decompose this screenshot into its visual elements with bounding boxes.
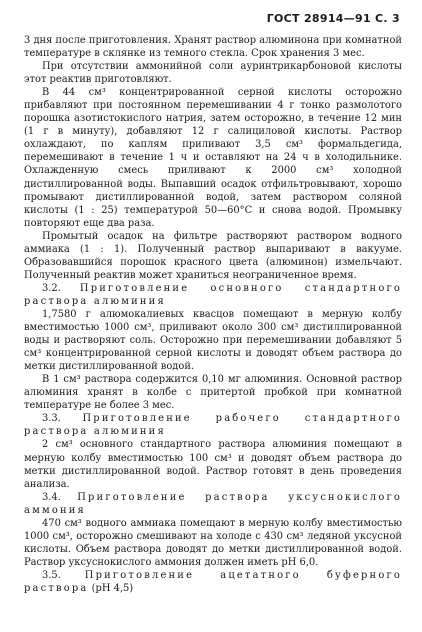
section-heading-3-2 bbox=[24, 282, 402, 308]
section-number: 3.3. bbox=[42, 413, 61, 425]
paragraph: 470 см³ водного аммиака помещают в мерную колбу вместимостью 1000 см³, осторожно смешивают на холоде с 430 см³ ледяной уксусной кислоты. Объем раствора доводят до метки дистиллированной водой. Раствор уксуснокислого аммония должен иметь рН 6,0. bbox=[24, 517, 402, 568]
section-title: Приготовление раствора уксуснокислого аммония bbox=[24, 491, 402, 516]
document-body bbox=[24, 34, 402, 595]
paragraph: В 44 см³ концентрированной серной кислоты осторожно прибавляют при постоянном перемешивании 4 г тонко размолотого порошка азотистокислого натрия, затем осторожно, в течение 12 мин (1 г в минуту), добавляют 12 г салициловой кислоты. Раствор охлаждают, по каплям приливают 3,5 см³ формальдегида, перемешивают в течение 1 ч и оставляют на 24 ч в холодильнике. Охлажденную смесь приливают к 2000 см³ холодной дистиллированной воды. Выпавший осадок отфильтровывают, хорошо промывают дистиллированной водой, затем раствором соляной кислоты (1 : 25) температурой 50—60°С и снова водой. Промывку повторяют еще два раза. bbox=[24, 87, 402, 229]
paragraph: 1,7580 г алюмокалиевых квасцов помещают в мерную колбу вместимостью 1000 см³, приливают около 300 см³ дистиллированной воды и растворяют соль. Осторожно при перемешивании добавляют 5 см³ концентрированной серной кислоты и доводят объем раствора до метки дистиллированной водой. bbox=[24, 308, 402, 373]
paragraph: 2 см³ основного стандартного раствора алюминия помещают в мерную колбу вместимостью 100 см³ и доводят объем раствора до метки дистиллированной водой. Раствор готовят в день проведения анализа. bbox=[24, 439, 402, 490]
section-number: 3.2. bbox=[42, 282, 61, 294]
paragraph: В 1 см³ раствора содержится 0,10 мг алюминия. Основной раствор алюминия хранят в колбе с притертой пробкой при комнатной температуре не более 3 мес. bbox=[24, 374, 402, 412]
paragraph: Промытый осадок на фильтре растворяют раствором водного аммиака (1 : 1). Полученный раствор выпаривают в вакууме. Образовавшийся порошок красного цвета (алюминон) измельчают. Полученный реактив может храниться неограниченное время. bbox=[24, 230, 402, 281]
section-number: 3.5. bbox=[42, 569, 61, 581]
paragraph: При отсутствии аммонийной соли ауринтрикарбоновой кислоты этот реактив приготовляют. bbox=[24, 61, 402, 86]
section-number: 3.4. bbox=[42, 491, 61, 503]
paragraph: 3 дня после приготовления. Хранят раствор алюминона при комнатной температуре в склянке из темного стекла. Срок хранения 3 мес. bbox=[24, 35, 402, 60]
section-heading-3-5 bbox=[24, 569, 402, 595]
section-heading-3-3 bbox=[24, 412, 402, 438]
section-heading-3-4 bbox=[24, 491, 402, 517]
section-title: Приготовление рабочего стандартного раствора алюминия bbox=[24, 413, 402, 438]
section-title-suffix: (рН 4,5) bbox=[91, 582, 134, 594]
section-title: Приготовление основного стандартного раствора алюминия bbox=[24, 282, 403, 307]
page-header: ГОСТ 28914—91 С. 3 bbox=[266, 12, 400, 25]
section-title: Приготовление ацетатного буферного раствора bbox=[24, 569, 402, 594]
